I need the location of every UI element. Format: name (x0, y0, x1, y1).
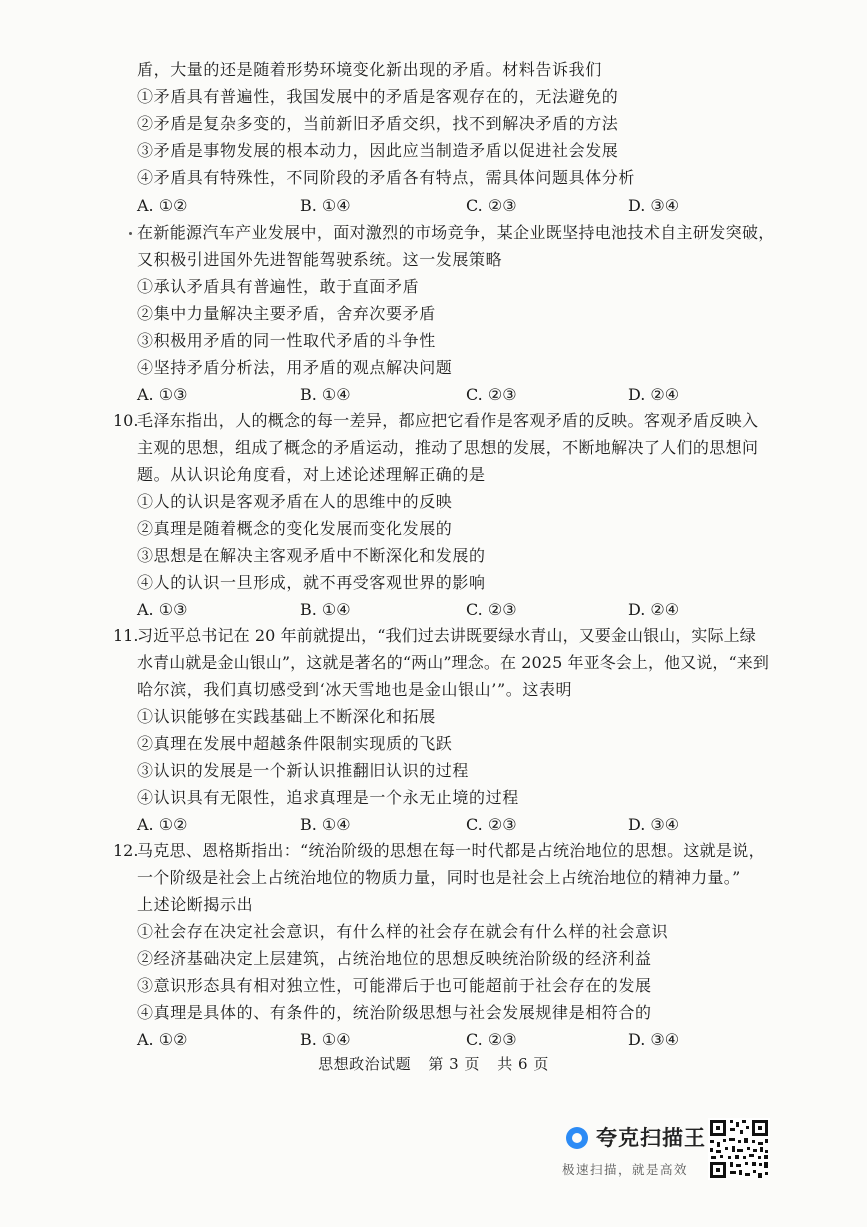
q12-item: ①社会存在决定社会意识，有什么样的社会存在就会有什么样的社会意识 (137, 922, 669, 941)
q10-item: ②真理是随着概念的变化发展而变化发展的 (137, 519, 453, 538)
footer-subject: 思想政治试题 (318, 1055, 412, 1073)
q10-stem-line: 题。从认识论角度看，对上述论述理解正确的是 (137, 465, 486, 484)
q10-stem-line: 毛泽东指出，人的概念的每一差异，都应把它看作是客观矛盾的反映。客观矛盾反映入 (137, 411, 759, 430)
q9-item: ①承认矛盾具有普遍性，敢于直面矛盾 (137, 277, 420, 296)
q12-item: ④真理是具体的、有条件的，统治阶级思想与社会发展规律是相符合的 (137, 1003, 652, 1022)
q12-option-b: B. ①④ (300, 1030, 351, 1049)
q10-option-c: C. ②③ (466, 600, 517, 619)
q11-stem-line: 水青山就是金山银山”，这就是著名的“两山”理念。在 2025 年亚冬会上，他又说，“来到 (137, 653, 770, 672)
q9-option-d: D. ②④ (628, 385, 680, 404)
footer-page-number: 第 3 页 (428, 1055, 480, 1073)
q11-stem-line: 哈尔滨，我们真切感受到‘冰天雪地也是金山银山’”。这表明 (137, 680, 573, 699)
q9-option-b: B. ①④ (300, 385, 351, 404)
q10-item: ④人的认识一旦形成，就不再受客观世界的影响 (137, 573, 486, 592)
q12-number: 12. (113, 841, 139, 860)
q8-option-c: C. ②③ (466, 196, 517, 215)
q9-stem-line: 在新能源汽车产业发展中，面对激烈的市场竞争，某企业既坚持电池技术自主研发突破， (137, 223, 775, 242)
q11-item: ①认识能够在实践基础上不断深化和拓展 (137, 707, 436, 726)
q10-option-b: B. ①④ (300, 600, 351, 619)
q11-option-d: D. ③④ (628, 815, 680, 834)
q12-stem-line: 上述论断揭示出 (137, 895, 254, 914)
q12-stem-line: 马克思、恩格斯指出：“统治阶级的思想在每一时代都是占统治地位的思想。这就是说， (137, 841, 765, 860)
q8-option-b: B. ①④ (300, 196, 351, 215)
q8-item: ①矛盾具有普遍性，我国发展中的矛盾是客观存在的，无法避免的 (137, 87, 619, 106)
q10-item: ①人的认识是客观矛盾在人的思维中的反映 (137, 492, 453, 511)
q11-option-b: B. ①④ (300, 815, 351, 834)
watermark-tagline: 极速扫描，就是高效 (562, 1162, 689, 1177)
q9-item: ④坚持矛盾分析法，用矛盾的观点解决问题 (137, 358, 453, 377)
q10-option-a: A. ①③ (137, 600, 188, 619)
q12-item: ②经济基础决定上层建筑，占统治地位的思想反映统治阶级的经济利益 (137, 949, 652, 968)
qr-code-icon (708, 1118, 770, 1180)
q8-option-d: D. ③④ (628, 196, 680, 215)
q12-option-c: C. ②③ (466, 1030, 517, 1049)
q8-item: ②矛盾是复杂多变的，当前新旧矛盾交织，找不到解决矛盾的方法 (137, 114, 619, 133)
watermark-brand: 夸克扫描王 (596, 1126, 706, 1150)
q11-number: 11. (113, 626, 139, 645)
q12-item: ③意识形态具有相对独立性，可能滞后于也可能超前于社会存在的发展 (137, 976, 652, 995)
q10-stem-line: 主观的思想，组成了概念的矛盾运动，推动了思想的发展，不断地解决了人们的思想问 (137, 438, 759, 457)
q8-item: ④矛盾具有特殊性，不同阶段的矛盾各有特点，需具体问题具体分析 (137, 168, 636, 187)
q11-option-a: A. ①② (137, 815, 188, 834)
q11-item: ④认识具有无限性，追求真理是一个永无止境的过程 (137, 788, 519, 807)
q9-option-c: C. ②③ (466, 385, 517, 404)
scanner-watermark (560, 1120, 710, 1184)
q10-item: ③思想是在解决主客观矛盾中不断深化和发展的 (137, 546, 486, 565)
q12-option-a: A. ①② (137, 1030, 188, 1049)
q10-number: 10. (113, 411, 139, 430)
quark-logo-icon (566, 1127, 588, 1149)
q9-item: ③积极用矛盾的同一性取代矛盾的斗争性 (137, 331, 436, 350)
q12-option-d: D. ③④ (628, 1030, 680, 1049)
q9-option-a: A. ①③ (137, 385, 188, 404)
q8-item: ③矛盾是事物发展的根本动力，因此应当制造矛盾以促进社会发展 (137, 141, 619, 160)
page-footer (0, 1054, 867, 1074)
q8-option-a: A. ①② (137, 196, 188, 215)
q11-item: ②真理在发展中超越条件限制实现质的飞跃 (137, 734, 453, 753)
q8-stem-line: 盾，大量的还是随着形势环境变化新出现的矛盾。材料告诉我们 (137, 60, 602, 79)
q11-stem-line: 习近平总书记在 20 年前就提出，“我们过去讲既要绿水青山，又要金山银山，实际上绿 (137, 626, 756, 645)
footer-total-pages: 共 6 页 (497, 1055, 549, 1073)
scan-speck (129, 232, 132, 235)
q9-stem-line: 又积极引进国外先进智能驾驶系统。这一发展策略 (137, 250, 503, 269)
q9-item: ②集中力量解决主要矛盾，舍弃次要矛盾 (137, 304, 436, 323)
q12-stem-line: 一个阶级是社会上占统治地位的物质力量，同时也是社会上占统治地位的精神力量。” (137, 868, 741, 887)
q10-option-d: D. ②④ (628, 600, 680, 619)
q11-item: ③认识的发展是一个新认识推翻旧认识的过程 (137, 761, 470, 780)
q11-option-c: C. ②③ (466, 815, 517, 834)
